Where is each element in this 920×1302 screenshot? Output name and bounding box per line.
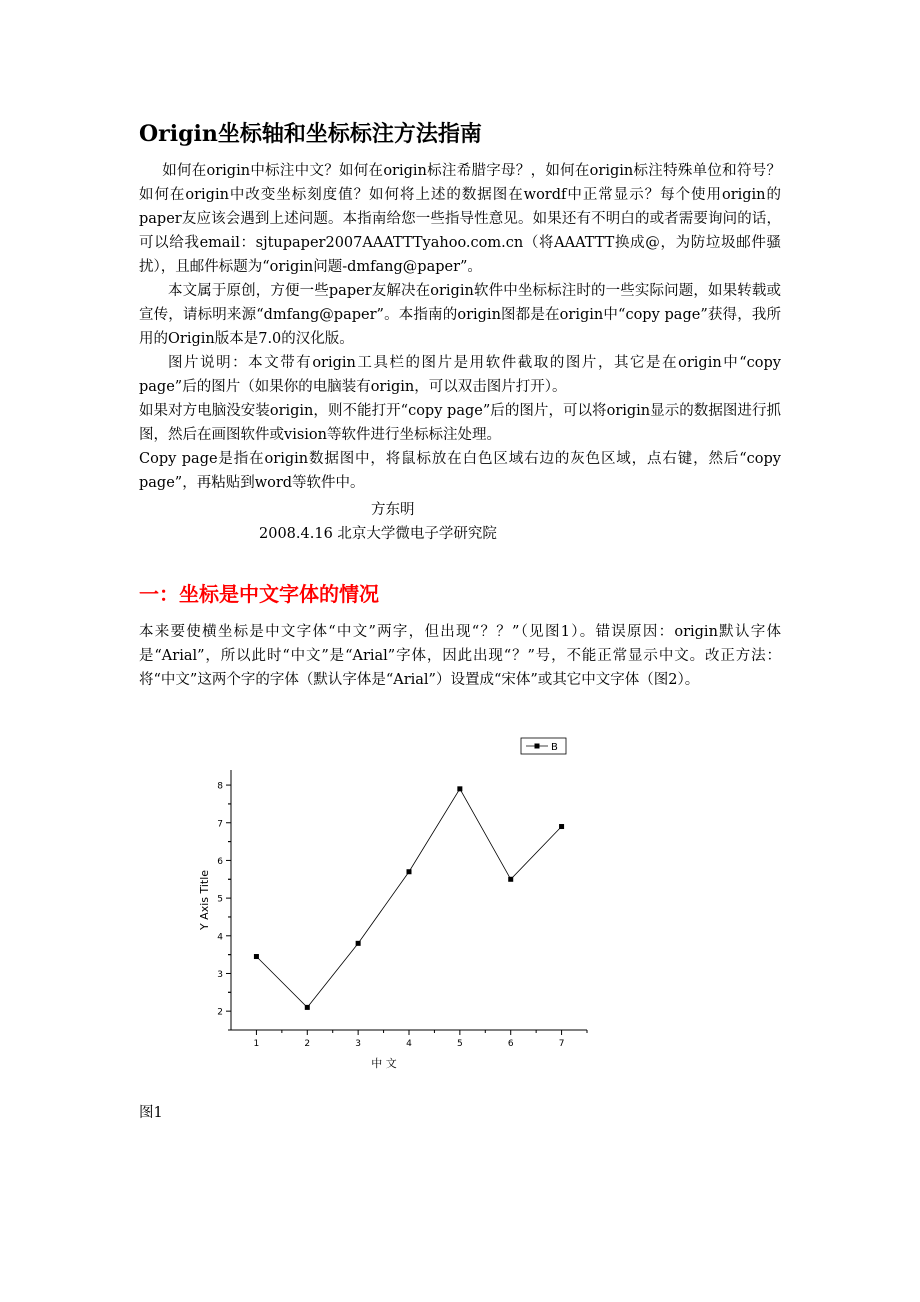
y-tick-label: 5	[217, 894, 223, 905]
data-point	[508, 877, 513, 882]
y-axis-title: Y Axis Title	[198, 869, 211, 931]
x-tick-label: 3	[355, 1039, 362, 1049]
intro-paragraph-3: 图片说明：本文带有origin工具栏的图片是用软件截取的图片，其它是在origin中“copy page”后的图片（如果你的电脑装有origin，可以双击图片打开）。	[139, 355, 781, 395]
intro-block	[139, 159, 781, 495]
data-point	[254, 954, 259, 959]
section-paragraph: 本来要使横坐标是中文字体“中文”两字，但出现“？？”（见图1）。错误原因：origin默认字体是“Arial”，所以此时“中文”是“Arial”字体，因此出现“？”号，不能正常显示中文。改正方法：将“中文”这两个字的字体（默认字体是“Arial”）设置成“宋体”或其它中文字体（图2）。	[139, 624, 781, 688]
intro-paragraph-5: Copy page是指在origin数据图中，将鼠标放在白色区域右边的灰色区域，点右键，然后“copy page”，再粘贴到word等软件中。	[139, 451, 781, 491]
data-point	[457, 786, 462, 791]
figure-caption: 图1	[139, 1105, 163, 1121]
intro-paragraph-1: 如何在origin中标注中文？如何在origin标注希腊字母？，如何在origin标注特殊单位和符号？如何在origin中改变坐标刻度值？如何将上述的数据图在wordf中正常显示？每个使用origin的paper友应该会遇到上述问题。本指南给您一些指导性意见。如果还有不明白的或者需要询问的话，可以给我email：sjtupaper2007AAATTTyahoo.com.cn（将AAATTT换成@，为防垃圾邮件骚扰），且邮件标题为“origin问题-dmfang@paper”。	[139, 163, 781, 275]
intro-paragraph-2: 本文属于原创，方便一些paper友解决在origin软件中坐标标注时的一些实际问题，如果转载或宣传，请标明来源“dmfang@paper”。本指南的origin图都是在origin中“copy page”获得，我所用的Origin版本是7.0的汉化版。	[139, 283, 781, 347]
y-tick-label: 4	[217, 932, 223, 943]
data-point	[356, 941, 361, 946]
figure-1-chart	[180, 730, 620, 1080]
x-tick-label: 2	[304, 1039, 311, 1049]
series-line-B	[256, 789, 561, 1008]
chart-svg	[180, 730, 620, 1080]
dateline: 2008.4.16 北京大学微电子学研究院	[259, 526, 497, 542]
y-tick-label: 6	[217, 856, 223, 867]
x-tick-label: 5	[456, 1039, 463, 1049]
y-tick-label: 8	[217, 781, 223, 792]
legend-marker	[535, 744, 540, 749]
x-tick-label: 7	[558, 1039, 565, 1049]
y-tick-label: 3	[217, 969, 223, 980]
intro-paragraph-4: 如果对方电脑没安装origin，则不能打开“copy page”后的图片，可以将origin显示的数据图进行抓图，然后在画图软件或vision等软件进行坐标标注处理。	[139, 403, 781, 443]
x-tick-label: 6	[507, 1039, 514, 1049]
data-point	[407, 869, 412, 874]
y-tick-label: 7	[217, 819, 223, 830]
section-heading: 一：坐标是中文字体的情况	[139, 582, 379, 606]
legend-label: B	[551, 742, 558, 753]
data-point	[559, 824, 564, 829]
y-tick-label: 2	[217, 1007, 223, 1018]
document-title: Origin坐标轴和坐标标注方法指南	[139, 121, 482, 147]
author-name: 方东明	[371, 502, 415, 518]
section-text	[139, 620, 781, 692]
data-point	[305, 1005, 310, 1010]
x-tick-label: 1	[253, 1039, 260, 1049]
x-axis-title: 中 文	[371, 1057, 397, 1070]
x-tick-label: 4	[406, 1039, 412, 1049]
